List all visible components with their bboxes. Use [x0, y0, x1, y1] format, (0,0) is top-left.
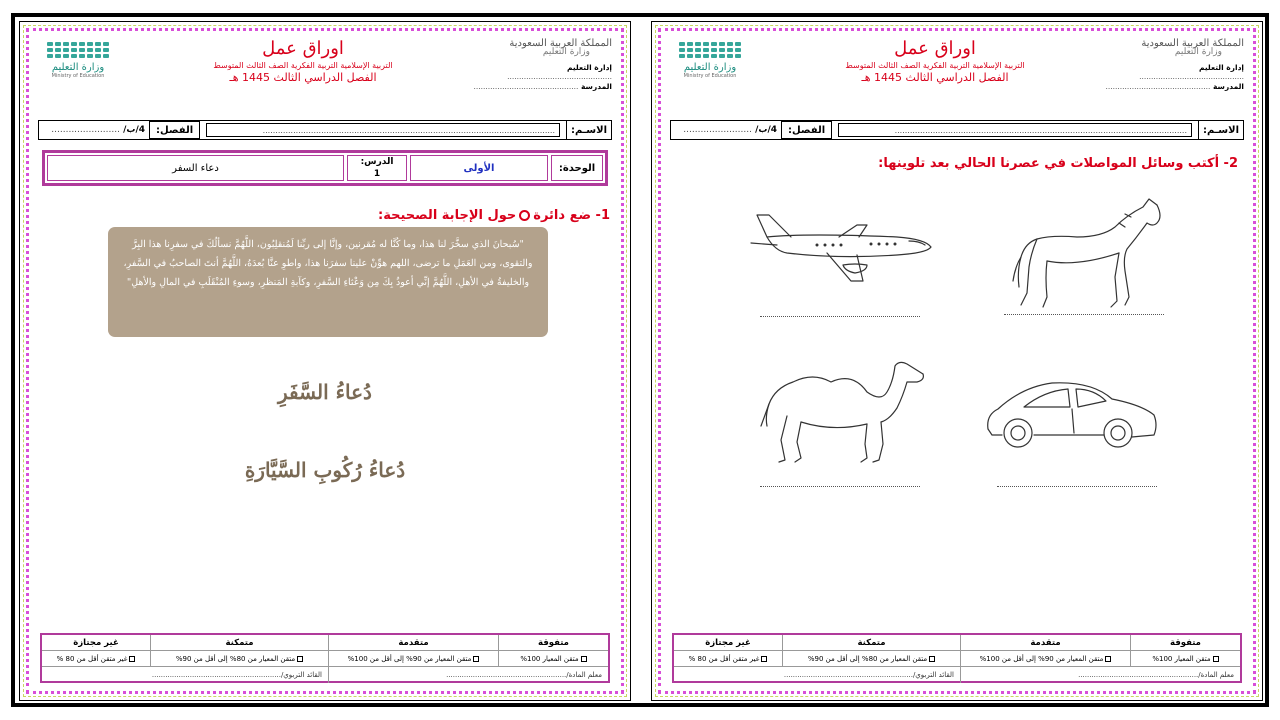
checkbox-icon[interactable]: [761, 656, 767, 662]
rubric-option-proficient[interactable]: متقن المعيار من 80% إلى أقل من 90%: [782, 651, 960, 666]
answer-choice-2[interactable]: دُعاءُ رُكُوبِ السَّيَّارَةِ: [244, 458, 406, 482]
school-line: المدرسة ............................................: [1105, 82, 1244, 91]
answer-line-horse[interactable]: [1004, 314, 1164, 315]
leader-signature: القائد التربوي/..........................................................: [151, 671, 322, 679]
answer-line-camel[interactable]: [760, 486, 920, 487]
class-label: الفصل:: [149, 121, 200, 139]
ministry-logo: [38, 42, 118, 94]
admin-line: إدارة التعليم ............................................: [507, 63, 612, 81]
name-label: الاسـم:: [566, 121, 611, 139]
assessment-rubric: [40, 633, 610, 683]
worksheet-title: اوراق عمل: [262, 38, 344, 59]
lesson-info-box: [42, 150, 608, 186]
checkbox-icon[interactable]: [129, 656, 135, 662]
term-line: الفصل الدراسي الثالث 1445 هـ: [229, 71, 377, 84]
ministry-logo: [670, 42, 750, 94]
worksheet-page-2: [651, 21, 1263, 701]
prayer-text-box: "سُبحانَ الذي سخَّرَ لنا هذا، وما كُنَّا له مُقرنين، وإنَّا إلى ربِّنا لَمُنقلِبُون، اللَّهُمَّ نسألُكَ في سفرِنا هذا البِرَّ والتقوى، ومن العَمَلِ ما ترضى، اللهم هوِّنْ علينا سفرَنا هذا، واطوِ عنَّا بُعدَهُ، اللَّهُمَّ أنتَ الصاحبُ في السَّفرِ، والخليفةُ في الأهلِ، اللَّهُمَّ إنِّي أعوذُ بِكَ مِن وَعْثاءِ السَّفرِ، وكآبةِ المَنظرِ، وسوءِ المُنْقَلَبِ في المالِ والأهلِ": [108, 227, 548, 337]
rubric-option-advanced[interactable]: متقن المعيار من 90% إلى أقل من 100%: [328, 651, 498, 666]
kingdom-block: [462, 38, 612, 91]
ministry-calligraphy: وزارة التعليم: [542, 47, 590, 57]
checkbox-icon[interactable]: [1213, 656, 1219, 662]
lesson-title: دعاء السفر: [47, 155, 344, 181]
kingdom-calligraphy: المملكة العربية السعودية: [509, 38, 612, 49]
admin-line: إدارة التعليم ............................................: [1139, 63, 1244, 81]
airplane-drawing: [747, 207, 937, 287]
class-label: الفصل:: [781, 121, 832, 139]
question-2-title: 2- أكتب وسائل المواصلات في عصرنا الحالي بعد تلوينها:: [878, 156, 1238, 171]
rubric-header-not-passed: غير مجتازة: [73, 637, 119, 648]
rubric-option-not-passed[interactable]: غير متقن أقل من 80 %: [42, 651, 150, 666]
rubric-header-proficient: متمكنة: [150, 635, 328, 650]
rubric-header-proficient: متمكنة: [782, 635, 960, 650]
moe-english-name: Ministry of Education: [51, 73, 105, 79]
checkbox-icon[interactable]: [473, 656, 479, 662]
checkbox-icon[interactable]: [297, 656, 303, 662]
page-header: [670, 36, 1244, 106]
title-block: [790, 38, 1080, 84]
name-field[interactable]: ...................................................................................................................: [838, 123, 1192, 137]
teacher-signature: معلم المادة/......................................................: [328, 667, 608, 683]
moe-dots-icon: [678, 42, 742, 58]
section-field[interactable]: 4/ب/ ........................: [683, 125, 777, 135]
checkbox-icon[interactable]: [581, 656, 587, 662]
moe-arabic-name: وزارة التعليم: [51, 62, 105, 73]
unit-label: الوحدة:: [551, 155, 603, 181]
checkbox-icon[interactable]: [929, 656, 935, 662]
worksheet-title: اوراق عمل: [894, 38, 976, 59]
rubric-option-excellent[interactable]: متقن المعيار 100%: [1130, 651, 1240, 666]
rubric-header-advanced: متقدمة: [328, 635, 498, 650]
ministry-calligraphy: وزارة التعليم: [1174, 47, 1222, 57]
camel-drawing: [757, 352, 932, 467]
question-1-title: 1- ضع دائرةحول الإجابة الصحيحة:: [378, 208, 610, 223]
name-label: الاسـم:: [1198, 121, 1243, 139]
rubric-header-excellent: متفوقة: [1130, 635, 1240, 650]
term-line: الفصل الدراسي الثالث 1445 هـ: [861, 71, 1009, 84]
worksheet-frame: [11, 13, 1269, 707]
car-drawing: [982, 377, 1162, 452]
lesson-number: 1: [373, 169, 381, 179]
answer-line-airplane[interactable]: [760, 316, 920, 317]
student-info-row: [670, 120, 1244, 140]
unit-value: الأولى: [410, 155, 548, 181]
answer-line-car[interactable]: [997, 486, 1157, 487]
lesson-number-cell: [347, 155, 407, 181]
rubric-option-advanced[interactable]: متقن المعيار من 90% إلى أقل من 100%: [960, 651, 1130, 666]
subject-line: التربية الإسلامية التربية الفكرية الصف الثالث المتوسط: [213, 61, 393, 70]
assessment-rubric: [672, 633, 1242, 683]
student-info-row: [38, 120, 612, 140]
rubric-option-excellent[interactable]: متقن المعيار 100%: [498, 651, 608, 666]
rubric-header-not-passed: غير مجتازة: [705, 637, 751, 648]
rubric-header-advanced: متقدمة: [960, 635, 1130, 650]
rubric-option-proficient[interactable]: متقن المعيار من 80% إلى أقل من 90%: [150, 651, 328, 666]
title-block: [158, 38, 448, 84]
kingdom-block: [1094, 38, 1244, 91]
circle-icon: [519, 210, 530, 221]
subject-line: التربية الإسلامية التربية الفكرية الصف الثالث المتوسط: [845, 61, 1025, 70]
moe-arabic-name: وزارة التعليم: [683, 62, 737, 73]
moe-english-name: Ministry of Education: [683, 73, 737, 79]
worksheet-page-1: [19, 21, 631, 701]
rubric-header-excellent: متفوقة: [498, 635, 608, 650]
kingdom-calligraphy: المملكة العربية السعودية: [1141, 38, 1244, 49]
school-line: المدرسة ............................................: [473, 82, 612, 91]
rubric-option-not-passed[interactable]: غير متقن أقل من 80 %: [674, 651, 782, 666]
horse-drawing: [1007, 197, 1167, 312]
teacher-signature: معلم المادة/......................................................: [960, 667, 1240, 683]
lesson-label: الدرس:: [360, 157, 394, 167]
section-field[interactable]: 4/ب/ ........................: [51, 125, 145, 135]
page-header: [38, 36, 612, 106]
answer-choice-1[interactable]: دُعاءُ السَّفَرِ: [278, 380, 372, 404]
name-field[interactable]: ...................................................................................................................: [206, 123, 560, 137]
moe-dots-icon: [46, 42, 110, 58]
leader-signature: القائد التربوي/..........................................................: [783, 671, 954, 679]
checkbox-icon[interactable]: [1105, 656, 1111, 662]
